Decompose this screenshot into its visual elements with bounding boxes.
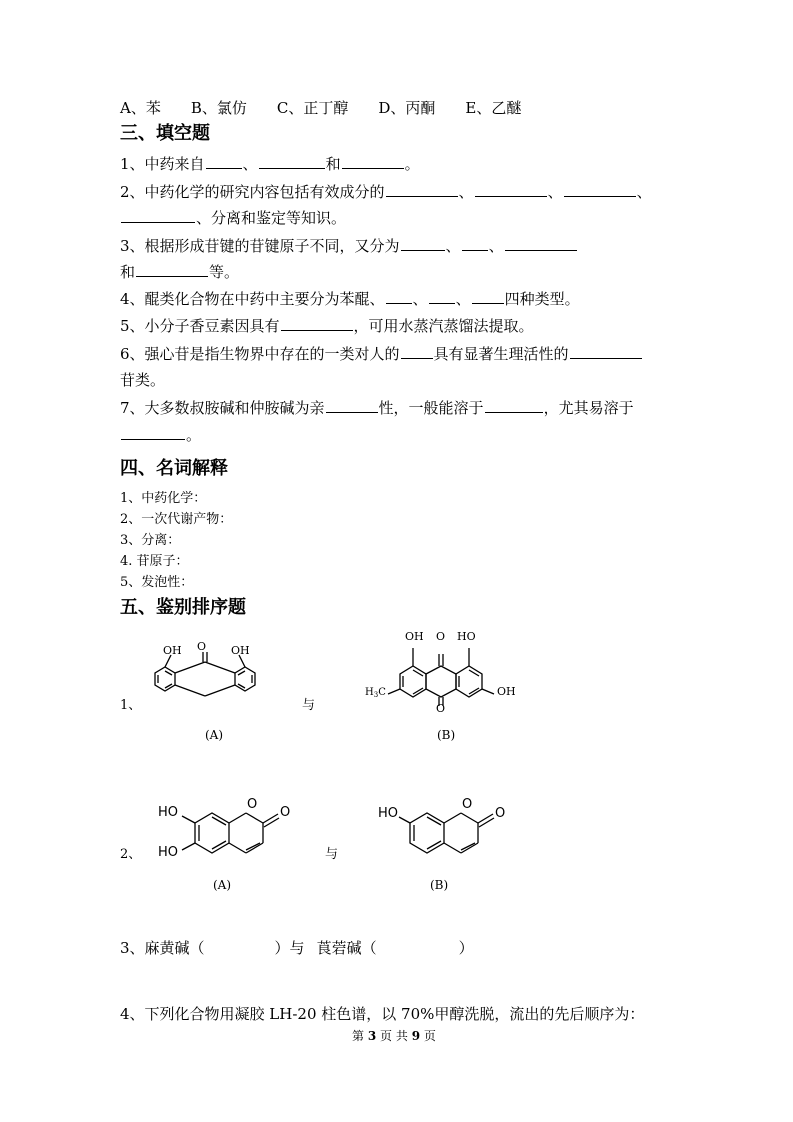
fill-q6: 6、强心苷是指生物界中存在的一类对人的 具有显著生理活性的 xyxy=(120,344,643,364)
fill-q5: 5、小分子香豆素因具有 ，可用水蒸汽蒸馏法提取。 xyxy=(120,317,534,335)
section3-title: 三、填空题 xyxy=(120,123,210,144)
hydroxyl-label: OH xyxy=(405,630,424,643)
term-1: 1、中药化学： xyxy=(120,491,207,506)
blank[interactable] xyxy=(485,398,543,413)
blank[interactable] xyxy=(342,154,404,169)
blank[interactable] xyxy=(386,289,412,304)
ring-oxygen-label: O xyxy=(462,797,473,812)
blank[interactable] xyxy=(259,154,325,169)
page-number: 3 xyxy=(367,1029,377,1043)
section4-title: 四、名词解释 xyxy=(120,458,228,479)
hydroxyl-label: HO xyxy=(158,845,179,860)
blank[interactable] xyxy=(136,262,208,277)
blank[interactable] xyxy=(401,236,445,251)
blank[interactable] xyxy=(206,154,242,169)
fill-q3-cont: 和 等。 xyxy=(120,263,240,281)
carbonyl-o-label: O xyxy=(436,630,446,643)
blank[interactable] xyxy=(281,316,353,331)
anthrone-a-structure xyxy=(145,638,265,718)
option-b: B、氯仿 xyxy=(190,99,247,117)
fill-q2-cont: 、分离和鉴定等知识。 xyxy=(120,208,346,228)
option-d: D、丙酮 xyxy=(378,99,436,117)
compare-q1-and: 与 xyxy=(302,698,316,713)
carbonyl-o-label: O xyxy=(280,805,291,820)
fill-q7: 7、大多数叔胺碱和仲胺碱为亲 性，一般能溶于 ，尤其易溶于 xyxy=(120,399,634,417)
label-a: (A) xyxy=(205,728,224,742)
blank[interactable] xyxy=(429,289,455,304)
blank[interactable] xyxy=(472,289,504,304)
term-5: 5、发泡性： xyxy=(120,575,194,590)
fill-q6-cont: 苷类。 xyxy=(120,371,166,389)
label-a: (A) xyxy=(213,878,232,892)
option-a: A、苯 xyxy=(120,99,161,117)
benzene-ring xyxy=(410,813,444,853)
compare-q4: 4、下列化合物用凝胶 LH-20 柱色谱，以 70%甲醇洗脱，流出的先后顺序为： xyxy=(120,1005,645,1023)
fill-q3: 3、根据形成苷键的苷键原子不同，又分为 、 、 xyxy=(120,236,578,256)
hydroxyl-label: HO xyxy=(457,630,476,643)
blank[interactable] xyxy=(570,344,642,359)
label-b: (B) xyxy=(430,878,449,892)
coumarin-b-structure xyxy=(375,793,535,868)
carbonyl-o-label: O xyxy=(436,702,446,714)
compare-q2-and: 与 xyxy=(325,847,339,862)
term-3: 3、分离： xyxy=(120,533,181,548)
blank[interactable] xyxy=(326,398,378,413)
hydroxyl-label: OH xyxy=(231,644,250,657)
blank[interactable] xyxy=(564,182,636,197)
term-2: 2、一次代谢产物： xyxy=(120,512,233,527)
blank[interactable] xyxy=(401,344,433,359)
blank[interactable] xyxy=(462,236,488,251)
blank[interactable] xyxy=(386,182,458,197)
blank[interactable] xyxy=(475,182,547,197)
middle-ring xyxy=(426,666,456,697)
option-e: E、乙醚 xyxy=(465,99,522,117)
coumarin-a-structure xyxy=(150,788,310,868)
fill-q7-cont: 。 xyxy=(120,425,201,445)
fill-q2: 2、中药化学的研究内容包括有效成分的 、 、 、 xyxy=(120,183,652,201)
choice-options xyxy=(120,98,551,118)
hydroxyl-label: HO xyxy=(158,805,179,820)
compare-q3: 3、麻黄碱（ ）与 莨菪碱（ ） xyxy=(120,939,474,957)
blank[interactable] xyxy=(121,425,185,440)
option-c: C、正丁醇 xyxy=(276,99,349,117)
fill-q1: 1、中药来自 、 和 。 xyxy=(120,155,420,173)
fill-q4: 4、醌类化合物在中药中主要分为苯醌、 、 、 四种类型。 xyxy=(120,290,580,308)
label-b: (B) xyxy=(437,728,456,742)
compare-q1-number: 1、 xyxy=(120,698,142,713)
blank[interactable] xyxy=(121,208,195,223)
hydroxyl-label: OH xyxy=(163,644,182,657)
page-total: 9 xyxy=(411,1029,421,1043)
page-footer: 第 3 页 共 9 页 xyxy=(352,1029,436,1043)
carbonyl-o-label: O xyxy=(495,806,506,821)
compare-q2-number: 2、 xyxy=(120,847,142,862)
section5-title: 五、鉴别排序题 xyxy=(120,597,246,618)
hydroxyl-label: OH xyxy=(497,685,516,698)
benzene-ring xyxy=(195,813,229,853)
term-4: 4. 苷原子： xyxy=(120,554,189,569)
blank[interactable] xyxy=(505,236,577,251)
hydroxyl-label: HO xyxy=(378,806,399,821)
ring-oxygen-label: O xyxy=(247,797,258,812)
anthraquinone-b-structure xyxy=(360,624,530,714)
methyl-label: $H_3C$ xyxy=(365,687,386,699)
carbonyl-o-label: O xyxy=(197,640,207,653)
